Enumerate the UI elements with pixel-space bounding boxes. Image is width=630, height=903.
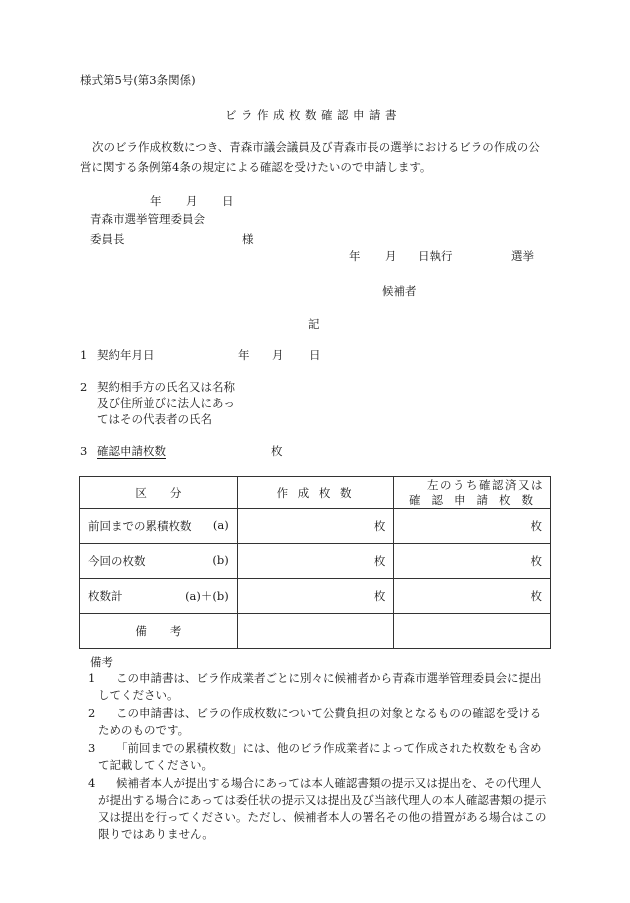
row-confirmed-cell[interactable]: 枚 bbox=[394, 544, 551, 579]
item3-number: 3 bbox=[80, 444, 88, 458]
note-text: 「前回までの累積枚数」には、他のビラ作成業者によって作成された枚数をも含めて記載してください。 bbox=[98, 741, 542, 772]
table-row bbox=[80, 579, 551, 614]
row-confirmed-cell[interactable]: 枚 bbox=[394, 509, 551, 544]
header-confirmed-count bbox=[394, 477, 551, 509]
item3-field bbox=[97, 444, 283, 459]
item2-line2: 及び住所並びに法人にあっ bbox=[97, 396, 235, 410]
note-number: 4 bbox=[88, 776, 96, 790]
row-created-cell[interactable]: 枚 bbox=[237, 509, 394, 544]
note-text: この申請書は、ビラの作成枚数について公費負担の対象となるものの確認を受けるためのものです。 bbox=[98, 706, 542, 737]
item2-line3: てはその代表者の氏名 bbox=[97, 412, 212, 426]
note-text: 候補者本人が提出する場合にあっては本人確認書類の提示又は提出を、その代理人が提出する場合にあっては委任状の提示又は提出及び当該代理人の本人確認書類の提示又は提出を行ってください。ただし、候補者本人の署名その他の措置がある場合はこの限りではありません。 bbox=[98, 776, 547, 841]
intro-paragraph: 次のビラ作成枚数につき、青森市議会議員及び青森市長の選挙におけるビラの作成の公営に関する条例第4条の規定による確認を受けたいので申請します。 bbox=[80, 140, 540, 174]
row-label-cell bbox=[80, 579, 238, 614]
item1-number: 1 bbox=[80, 348, 88, 362]
item3-label: 確認申請枚数 bbox=[97, 444, 166, 458]
row-tag: (a) bbox=[212, 518, 229, 532]
remarks-cell[interactable] bbox=[237, 614, 394, 649]
row-confirmed-cell[interactable]: 枚 bbox=[394, 579, 551, 614]
recipient-honorific: 様 bbox=[242, 232, 254, 246]
remarks-cell-2[interactable] bbox=[394, 614, 551, 649]
note-number: 3 bbox=[88, 741, 96, 755]
row-tag: (a)＋(b) bbox=[185, 589, 229, 603]
row-label: 枚数計 bbox=[88, 589, 123, 603]
table-row bbox=[80, 544, 551, 579]
row-tag: (b) bbox=[212, 553, 229, 567]
note-item bbox=[88, 775, 550, 843]
note-number: 1 bbox=[88, 671, 96, 685]
candidate-label: 候補者 bbox=[382, 284, 417, 298]
date-day: 日 bbox=[222, 194, 234, 208]
item2-line1: 契約相手方の氏名又は名称 bbox=[97, 380, 235, 394]
item3-unit: 枚 bbox=[271, 444, 283, 458]
header-created-count: 作 成 枚 数 bbox=[237, 477, 394, 509]
date-month: 月 bbox=[186, 194, 198, 208]
date-year: 年 bbox=[150, 194, 162, 208]
recipient-org: 青森市選挙管理委員会 bbox=[90, 212, 205, 226]
election-year: 年 bbox=[349, 249, 361, 263]
ki-label: 記 bbox=[308, 317, 320, 331]
page-title: ビラ作成枚数確認申請書 bbox=[225, 108, 401, 122]
item1-label: 契約年月日 bbox=[97, 348, 155, 362]
remarks-label: 備 考 bbox=[80, 614, 238, 649]
row-label-cell bbox=[80, 544, 238, 579]
election-label: 選挙 bbox=[511, 249, 534, 263]
election-month: 月 bbox=[385, 249, 397, 263]
header-category: 区 分 bbox=[80, 477, 238, 509]
form-number: 様式第5号(第3条関係) bbox=[80, 73, 196, 87]
row-label-cell bbox=[80, 509, 238, 544]
recipient-title: 委員長 bbox=[90, 232, 125, 246]
item1-month: 月 bbox=[272, 348, 284, 362]
row-label: 前回までの累積枚数 bbox=[88, 519, 192, 533]
count-table bbox=[79, 476, 551, 649]
item2-number: 2 bbox=[80, 380, 88, 394]
note-number: 2 bbox=[88, 706, 96, 720]
row-created-cell[interactable]: 枚 bbox=[237, 579, 394, 614]
row-created-cell[interactable]: 枚 bbox=[237, 544, 394, 579]
note-item bbox=[88, 705, 550, 739]
header-confirmed-line2: 確認申請枚数 bbox=[409, 492, 544, 507]
notes-heading: 備考 bbox=[90, 655, 113, 669]
item1-year: 年 bbox=[238, 348, 250, 362]
row-label: 今回の枚数 bbox=[88, 554, 146, 568]
remarks-row bbox=[80, 614, 551, 649]
note-item bbox=[88, 740, 550, 774]
header-confirmed-line1: 左のうち確認済又は bbox=[427, 477, 544, 492]
table-row bbox=[80, 509, 551, 544]
note-text: この申請書は、ビラ作成業者ごとに別々に候補者から青森市選挙管理委員会に提出してください。 bbox=[98, 671, 542, 702]
note-item bbox=[88, 670, 550, 704]
notes-list bbox=[88, 670, 550, 844]
election-day-exec: 日執行 bbox=[418, 249, 453, 263]
item1-day: 日 bbox=[309, 348, 321, 362]
table-header-row bbox=[80, 477, 551, 509]
